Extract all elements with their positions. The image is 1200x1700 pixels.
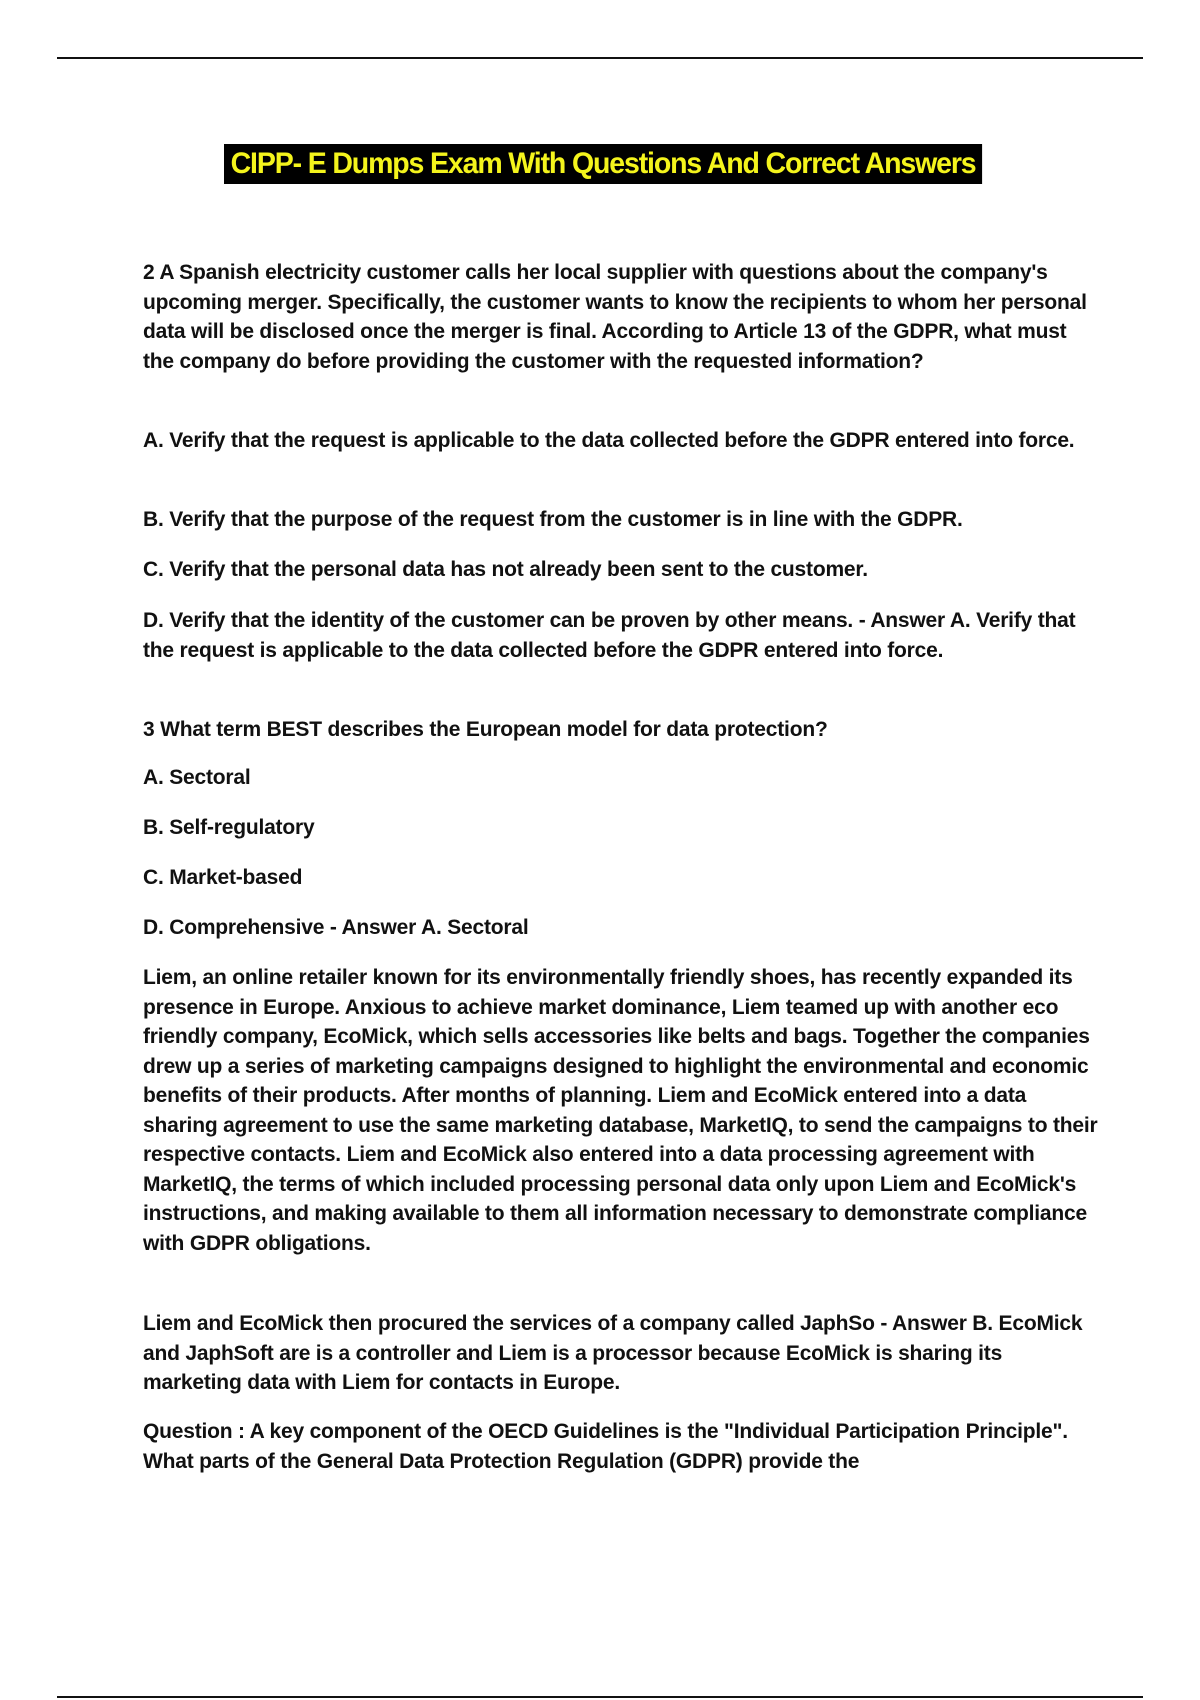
question-2-option-c: C. Verify that the personal data has not already been sent to the customer. xyxy=(143,558,868,581)
liem-question-answer: Liem and EcoMick then procured the services of a company called JaphSo - Answer B. EcoMick and JaphSoft are is a controller and Liem is a processor because EcoMick is sharing its marketing data with Liem for contacts in Europe. xyxy=(143,1312,1083,1394)
question-3-stem: 3 What term BEST describes the European model for data protection? xyxy=(143,718,828,741)
question-2-option-d-answer: D. Verify that the identity of the customer can be proven by other means. - Answer A. Verify that the request is applicable to the data collected before the GDPR entered into force. xyxy=(143,609,1076,662)
bottom-rule xyxy=(57,1696,1143,1698)
top-rule xyxy=(57,57,1143,59)
question-2-stem: 2 A Spanish electricity customer calls her local supplier with questions about the company's upcoming merger. Specifically, the customer wants to know the recipients to whom her personal data will be disclosed once the merger is final. According to Article 13 of the GDPR, what must the company do before providing the customer with the requested information? xyxy=(143,261,1087,373)
question-2-option-a: A. Verify that the request is applicable to the data collected before the GDPR entered into force. xyxy=(143,429,1075,452)
question-3-option-a: A. Sectoral xyxy=(143,766,251,789)
question-3-option-c: C. Market-based xyxy=(143,866,303,889)
question-2-option-b: B. Verify that the purpose of the request from the customer is in line with the GDPR. xyxy=(143,508,963,531)
document-title: CIPP- E Dumps Exam With Questions And Correct Answers xyxy=(224,144,982,184)
oecd-question: Question : A key component of the OECD Guidelines is the "Individual Participation Principle". What parts of the General Data Protection Regulation (GDPR) provide the xyxy=(143,1420,1068,1473)
liem-scenario: Liem, an online retailer known for its environmentally friendly shoes, has recently expanded its presence in Europe. Anxious to achieve market dominance, Liem teamed up with another eco friendly company, EcoMick, which sells accessories like belts and bags. Together the companies drew up a series of marketing campaigns designed to highlight the environmental and economic benefits of their products. After months of planning. Liem and EcoMick entered into a data sharing agreement to use the same marketing database, MarketIQ, to send the campaigns to their respective contacts. Liem and EcoMick also entered into a data processing agreement with MarketIQ, the terms of which included processing personal data only upon Liem and EcoMick's instructions, and making available to them all information necessary to demonstrate compliance with GDPR obligations. xyxy=(143,966,1098,1255)
question-3-option-d-answer: D. Comprehensive - Answer A. Sectoral xyxy=(143,916,529,939)
question-3-option-b: B. Self-regulatory xyxy=(143,816,315,839)
